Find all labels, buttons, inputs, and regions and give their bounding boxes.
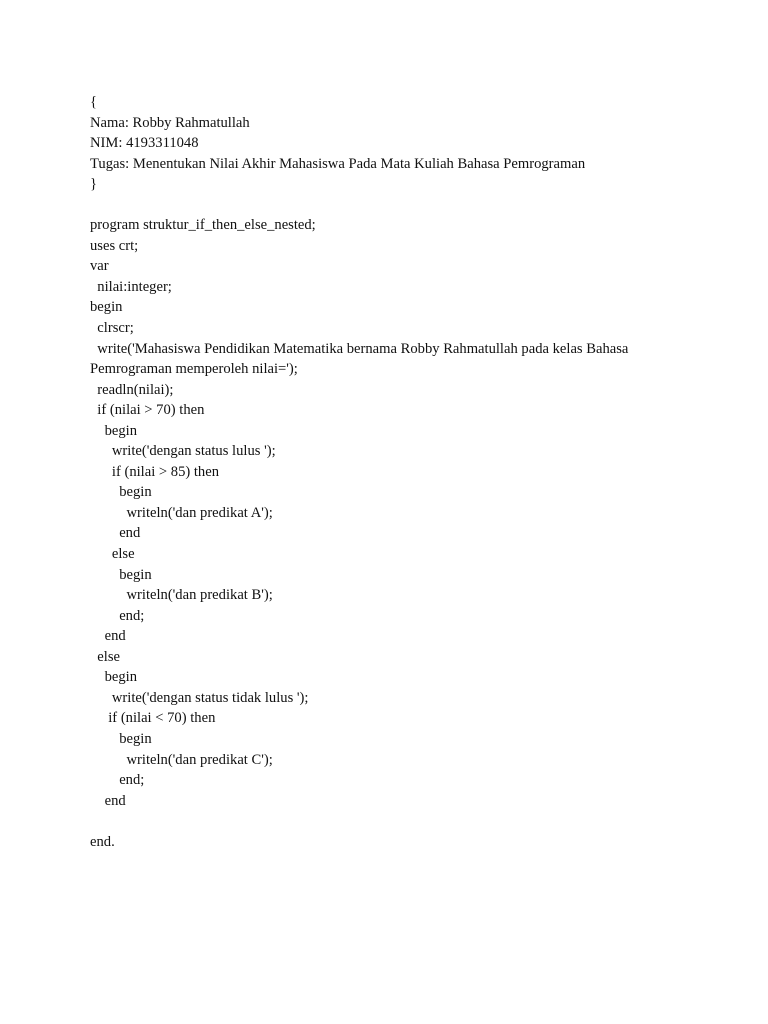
doc-line: begin xyxy=(90,422,138,439)
doc-line: begin xyxy=(90,484,152,501)
doc-line-program: program struktur_if_then_else_nested; xyxy=(90,217,316,234)
doc-line-end: end. xyxy=(90,833,115,850)
doc-line: var xyxy=(90,258,109,275)
doc-line: end xyxy=(90,792,126,809)
doc-line-nim: NIM: 4193311048 xyxy=(90,135,199,152)
document-body xyxy=(90,92,690,852)
doc-line: end; xyxy=(90,772,145,789)
doc-line: { xyxy=(90,94,98,110)
doc-line: end xyxy=(90,525,141,542)
doc-line-blank xyxy=(90,195,690,216)
doc-line: writeln('dan predikat B'); xyxy=(90,587,273,604)
doc-line-blank xyxy=(90,811,690,832)
doc-line: Pemrograman memperoleh nilai='); xyxy=(90,361,298,378)
doc-line: else xyxy=(90,546,135,563)
doc-line: begin xyxy=(90,669,138,686)
doc-line: begin xyxy=(90,299,123,316)
doc-line-nama: Nama: Robby Rahmatullah xyxy=(90,114,250,131)
doc-line: end xyxy=(90,628,126,645)
doc-line-tugas: Tugas: Menentukan Nilai Akhir Mahasiswa Pada Mata Kuliah Bahasa Pemrograman xyxy=(90,155,586,172)
doc-line: write('dengan status lulus '); xyxy=(90,443,276,460)
doc-line: nilai:integer; xyxy=(90,278,172,295)
doc-line: clrscr; xyxy=(90,320,134,337)
doc-line: if (nilai > 85) then xyxy=(90,463,220,480)
doc-line: if (nilai > 70) then xyxy=(90,402,205,419)
doc-line: readln(nilai); xyxy=(90,381,174,398)
doc-line: write('Mahasiswa Pendidikan Matematika bernama Robby Rahmatullah pada kelas Bahasa xyxy=(90,340,629,357)
doc-line: writeln('dan predikat A'); xyxy=(90,504,273,521)
doc-line: } xyxy=(90,176,98,193)
doc-line: begin xyxy=(90,566,152,583)
doc-line: uses crt; xyxy=(90,237,139,254)
doc-line: writeln('dan predikat C'); xyxy=(90,751,273,768)
doc-line: if (nilai < 70) then xyxy=(90,710,216,727)
doc-line: write('dengan status tidak lulus '); xyxy=(90,689,309,706)
doc-line: begin xyxy=(90,730,152,747)
doc-line: else xyxy=(90,648,120,665)
doc-line: end; xyxy=(90,607,145,624)
